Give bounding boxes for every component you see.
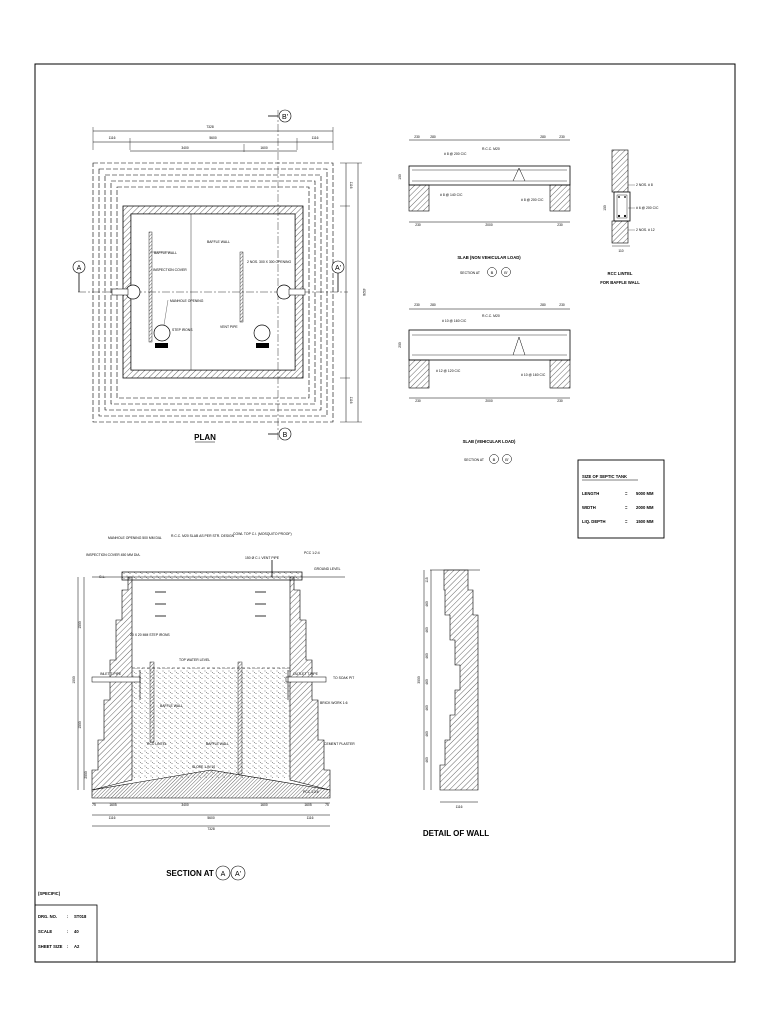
sec-label-vent: 150 Ø C.I. VENT PIPE	[245, 556, 280, 560]
tank-row-2-eq: =	[625, 505, 628, 510]
slab-v-label-rcc: R.C.C. M20	[482, 314, 500, 318]
slab-nv-dim-3: 280	[540, 135, 546, 139]
wall-dim-total: 3000	[417, 676, 421, 684]
plan-title: PLAN	[194, 433, 216, 442]
plan-label-baffle-wall-2: BAFFLE WALL	[207, 240, 230, 244]
tank-row-2-value: 2000 MM	[636, 505, 654, 510]
sec-dim-left-4: 2000	[84, 771, 88, 779]
sec-dim-b2-1: 1116	[108, 816, 116, 820]
section-aa-from: A	[220, 871, 226, 878]
tank-row-3-value: 1500 MM	[636, 519, 654, 524]
slab-v-thickness: 200	[398, 342, 402, 348]
tank-row-1-label: LENGTH	[582, 491, 600, 496]
slab-nv-dim-4: 230	[559, 135, 565, 139]
tb-row-2-label: SCALE	[38, 929, 53, 934]
sec-dim-b3: 7328	[207, 827, 215, 831]
tank-row-2-label: WIDTH	[582, 505, 596, 510]
slab-v-section-to: B'	[505, 457, 509, 462]
plan-label-baffle-wall-1: BAFFLE WALL	[154, 251, 177, 255]
slab-nv-bdim-3: 230	[557, 223, 563, 227]
plan-label-openings: 2 NOS. 300 X 300 OPENING	[247, 260, 292, 264]
wall-detail	[417, 570, 489, 838]
sec-dim-b1-1: 75	[92, 803, 96, 807]
sec-label-to-soak-pit: TO SOAK PIT	[333, 676, 355, 680]
tb-row-1-value: ST018	[74, 914, 87, 919]
sec-dim-b1-6: 75	[325, 803, 329, 807]
slab-nv-label-rcc: R.C.C. M20	[482, 147, 500, 151]
sec-label-rcc-slab: R.C.C. M20 SLAB AS PER STR. DESIGN	[171, 534, 235, 538]
slab-v-bdim-3: 230	[557, 399, 563, 403]
plan-dim-inner: 5600	[209, 136, 217, 140]
wall-dim-7: 460	[425, 731, 429, 737]
section-aa-title: SECTION AT	[166, 869, 214, 878]
slab-v-dim-4: 230	[559, 303, 565, 307]
rcc-lintel-detail	[600, 150, 659, 285]
plan-dim-side-b: 1116	[349, 396, 353, 404]
wall-dim-1: 115	[425, 577, 429, 583]
sec-label-inlet: INLET T-PIPE	[100, 672, 122, 676]
lintel-title-1: RCC LINTEL	[607, 271, 633, 276]
plan-label-step-irons: STEP IRONS	[172, 328, 193, 332]
wall-dim-5: 460	[425, 679, 429, 685]
plan-marker-b-prime: B'	[281, 114, 289, 121]
slab-nv-thickness: 100	[398, 174, 402, 180]
plan-dim-side-a: 1116	[349, 181, 353, 189]
plan-dim-side-total: 4528	[362, 288, 366, 296]
slab-nv-section-from: B	[490, 270, 494, 275]
slab-v-dim-3: 280	[540, 303, 546, 307]
lintel-label-mid: # 6 @ 200 C/C	[636, 206, 659, 210]
tb-row-3-sep: :	[67, 944, 69, 949]
slab-v-section-from: B	[492, 457, 496, 462]
slab-v-bar-bottom: # 12 @ 120 C/C	[436, 369, 461, 373]
tb-row-3-label: SHEET SIZE	[38, 944, 63, 949]
slab-nv-section-label: SECTION AT	[460, 271, 480, 275]
sec-label-pcc-bottom: PCC 1:3:6	[303, 790, 319, 794]
sec-dim-b2-2: 5600	[207, 816, 215, 820]
plan-label-manhole-opening: MANHOLE OPENING	[170, 299, 204, 303]
sec-dim-b1-3: 3400	[181, 803, 189, 807]
plan-dim-left-cover: 1116	[108, 136, 116, 140]
slab-nv-bar-top: # 8 @ 200 C/C	[444, 152, 467, 156]
tb-row-1-label: DRG. NO.	[38, 914, 58, 919]
slab-nv-dim-1: 230	[414, 135, 420, 139]
sec-label-manhole-opening: MANHOLE OPENING 500 MM DIA.	[108, 536, 163, 540]
slab-nv-dim-2: 280	[430, 135, 436, 139]
slab-vehicular	[398, 303, 570, 464]
tb-row-1-sep: :	[67, 914, 69, 919]
slab-nv-section-to: B'	[504, 270, 508, 275]
plan-marker-a-prime: A'	[334, 265, 342, 272]
sec-dim-b1-2: 1605	[109, 803, 117, 807]
sec-dim-b1-5: 1605	[304, 803, 312, 807]
lintel-label-top: 2 NOS. # 8	[636, 183, 653, 187]
tb-row-2-sep: :	[67, 929, 69, 934]
slab-nv-bar-right: # 8 @ 200 C/C	[521, 198, 544, 202]
sec-label-slope: SLOPE 1 IN 10	[192, 765, 216, 769]
plan-view	[73, 110, 366, 442]
sec-label-cement-plaster: CEMENT PLASTER	[324, 742, 355, 746]
sec-marker-gl: G.L.	[99, 575, 106, 579]
sec-label-top-water: TOP WATER LEVEL	[179, 658, 211, 662]
plan-marker-a: A	[76, 265, 82, 272]
plan-marker-b: B	[282, 432, 288, 439]
slab-nv-title: SLAB (NON VEHICULAR LOAD)	[457, 255, 521, 260]
sec-label-ground-level: GROUND LEVEL	[314, 567, 341, 571]
plan-label-inspection-cover: INSPECTION COVER	[153, 268, 187, 272]
sec-dim-b1-4: 1600	[260, 803, 268, 807]
sec-label-pcc-top: PCC 1:2:4	[304, 551, 320, 555]
lintel-dim-width: 110	[618, 249, 624, 253]
tb-row-3-value: A2	[74, 944, 80, 949]
wall-dim-6: 460	[425, 705, 429, 711]
tank-row-1-value: 5000 MM	[636, 491, 654, 496]
lintel-label-bot: 2 NOS. # 12	[636, 228, 655, 232]
sec-dim-left-3: 1000	[72, 676, 76, 684]
slab-non-vehicular	[398, 135, 570, 277]
plan-label-vent-pipe: VENT PIPE	[220, 325, 238, 329]
sec-label-rcc-lintel: RCC LINTEL	[147, 742, 167, 746]
sec-label-outlet: OUTLET T-PIPE	[293, 672, 318, 676]
tank-size-box	[578, 460, 664, 538]
wall-dim-8: 460	[425, 757, 429, 763]
plan-dim-second-chamber: 1600	[260, 146, 268, 150]
sec-dim-b2-3: 1116	[306, 816, 314, 820]
plan-dim-overall: 7328	[206, 125, 214, 129]
sec-label-baffle-wall: BAFFLE WALL	[160, 704, 183, 708]
lintel-title-2: FOR BAFFLE WALL	[600, 280, 640, 285]
slab-nv-bar-bottom: # 8 @ 140 C/C	[440, 193, 463, 197]
tank-row-3-eq: =	[625, 519, 628, 524]
tank-size-title: SIZE OF SEPTIC TANK	[582, 474, 628, 479]
title-block-note: (SPECIFIC)	[38, 891, 61, 896]
wall-dim-4: 460	[425, 653, 429, 659]
sec-label-brick-work: BRICK WORK 1:6	[320, 701, 348, 705]
sec-label-inspection-cover: INSPECTION COVER 450 MM DIA.	[86, 553, 141, 557]
tank-row-3-label: LIQ. DEPTH	[582, 519, 606, 524]
wall-dim-3: 460	[425, 627, 429, 633]
sec-dim-left-2: 1500	[78, 721, 82, 729]
lintel-dim-height: 150	[603, 205, 607, 211]
slab-v-bdim-2: 2000	[485, 399, 493, 403]
slab-v-title: SLAB (VEHICULAR LOAD)	[462, 439, 516, 444]
slab-v-bar-right: # 10 @ 160 C/C	[521, 373, 546, 377]
plan-dim-right-cover: 1116	[311, 136, 319, 140]
sec-label-step-irons: 20 X 20 MM STEP IRONS	[130, 633, 170, 637]
sec-label-cowl: COWL TOP C.I. (MOSQUITO PROOF)	[233, 532, 292, 536]
tank-row-1-eq: =	[625, 491, 628, 496]
section-aa-to: A'	[234, 871, 242, 878]
plan-dim-first-chamber: 3400	[181, 146, 189, 150]
slab-v-dim-1: 230	[414, 303, 420, 307]
sec-dim-left-1: 1500	[78, 621, 82, 629]
slab-v-bar-top: # 10 @ 160 C/C	[442, 319, 467, 323]
wall-dim-base: 1116	[455, 805, 463, 809]
sec-label-baffle-wall-2: BAFFLE WALL	[206, 742, 229, 746]
slab-nv-bdim-1: 230	[415, 223, 421, 227]
wall-dim-2: 460	[425, 601, 429, 607]
slab-v-bdim-1: 230	[415, 399, 421, 403]
tb-row-2-value: 40	[74, 929, 79, 934]
wall-detail-title: DETAIL OF WALL	[422, 829, 490, 838]
slab-v-section-label: SECTION AT	[464, 458, 484, 462]
slab-nv-bdim-2: 2000	[485, 223, 493, 227]
title-block	[35, 891, 97, 962]
section-aa	[72, 532, 355, 880]
slab-v-dim-2: 280	[430, 303, 436, 307]
